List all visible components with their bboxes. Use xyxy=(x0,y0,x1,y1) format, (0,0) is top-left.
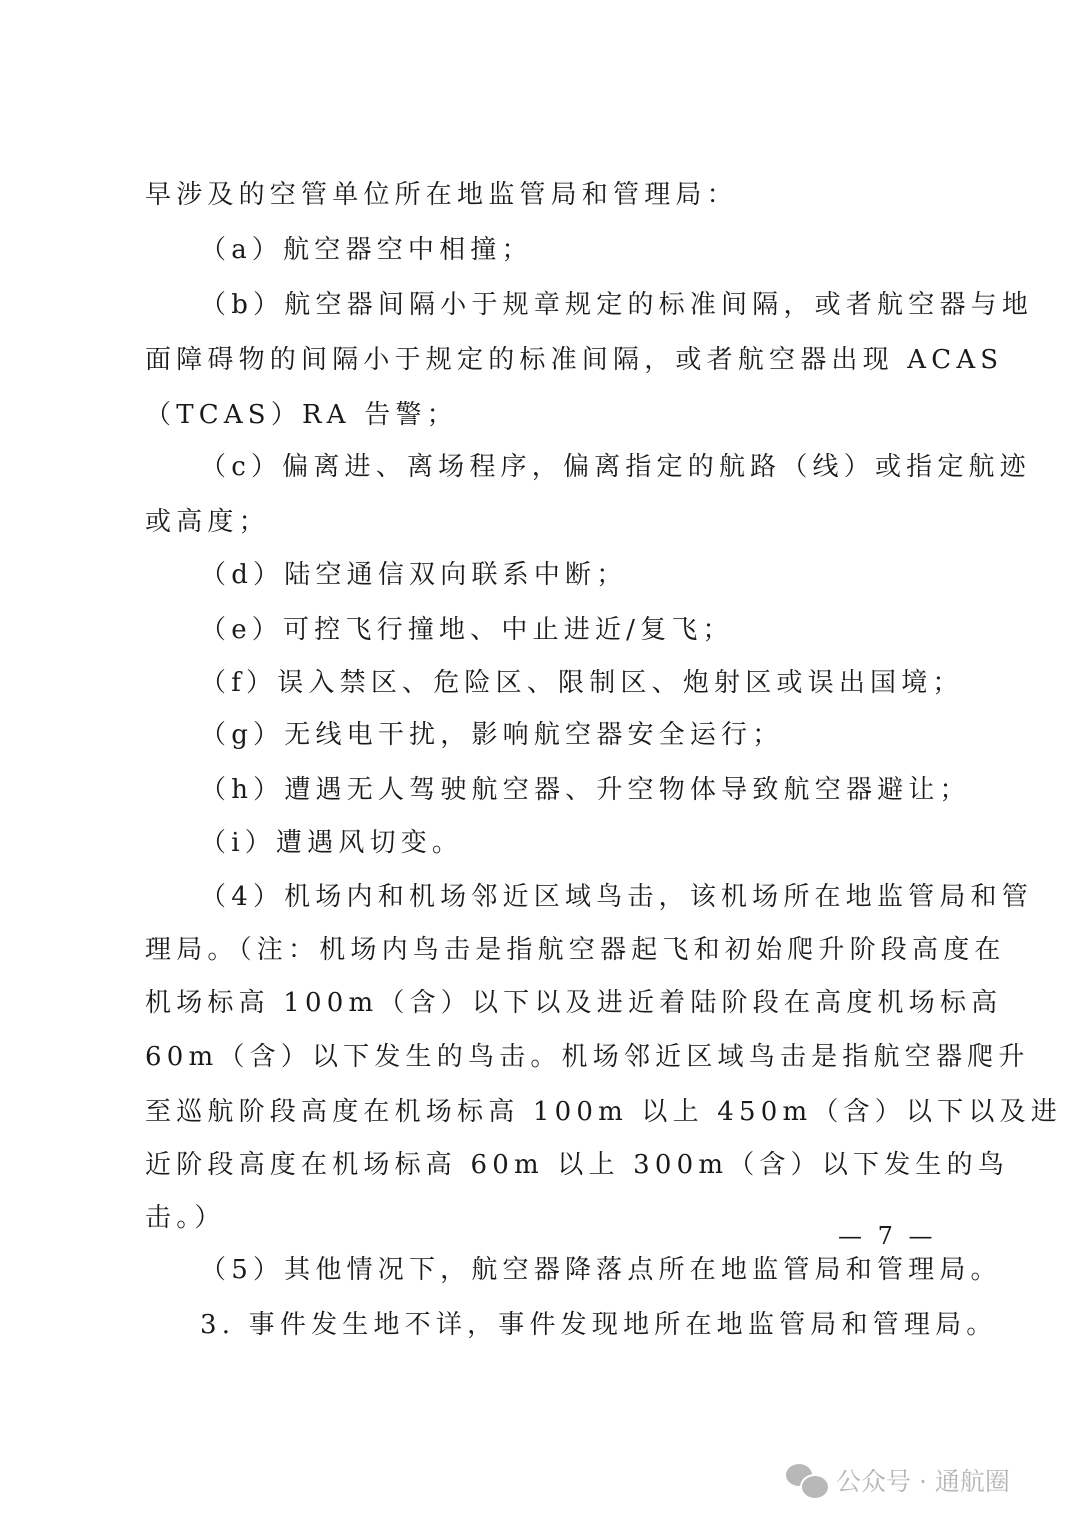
text-line-17: 至巡航阶段高度在机场标高 100m 以上 450m（含）以下以及进 xyxy=(145,1097,1062,1127)
text-line-15: 机场标高 100m（含）以下以及进近着陆阶段在高度机场标高 xyxy=(145,988,1003,1018)
text-line-2: （b）航空器间隔小于规章规定的标准间隔，或者航空器与地 xyxy=(200,290,1034,320)
text-line-11: （h）遭遇无人驾驶航空器、升空物体导致航空器避让； xyxy=(200,775,971,805)
text-line-4: （TCAS）RA 告警； xyxy=(145,400,458,430)
wechat-icon xyxy=(786,1464,828,1496)
text-line-14: 理局。（注：机场内鸟击是指航空器起飞和初始爬升阶段高度在 xyxy=(145,935,1006,965)
text-line-18: 近阶段高度在机场标高 60m 以上 300m（含）以下发生的鸟 xyxy=(145,1150,1010,1180)
text-line-19: 击。） xyxy=(145,1203,226,1233)
watermark xyxy=(786,1462,1010,1498)
text-line-8: （e）可控飞行撞地、中止进近/复飞； xyxy=(200,615,734,645)
text-line-21: 3. 事件发生地不详，事件发现地所在地监管局和管理局。 xyxy=(200,1310,998,1340)
text-line-6: 或高度； xyxy=(145,507,270,537)
text-line-0: 早涉及的空管单位所在地监管局和管理局： xyxy=(145,180,738,210)
text-line-20: （5）其他情况下，航空器降落点所在地监管局和管理局。 xyxy=(200,1255,1002,1285)
text-line-5: （c）偏离进、离场程序，偏离指定的航路（线）或指定航迹 xyxy=(200,452,1031,482)
watermark-text: 公众号 · 通航圈 xyxy=(836,1467,1010,1496)
text-line-9: （f）误入禁区、危险区、限制区、炮射区或误出国境； xyxy=(200,668,964,698)
text-line-16: 60m（含）以下发生的鸟击。机场邻近区域鸟击是指航空器爬升 xyxy=(145,1042,1030,1072)
text-line-7: （d）陆空通信双向联系中断； xyxy=(200,560,628,590)
text-line-3: 面障碍物的间隔小于规定的标准间隔，或者航空器出现 ACAS xyxy=(145,345,1004,375)
text-line-13: （4）机场内和机场邻近区域鸟击，该机场所在地监管局和管 xyxy=(200,882,1033,912)
text-line-10: （g）无线电干扰，影响航空器安全运行； xyxy=(200,720,784,750)
text-line-1: （a）航空器空中相撞； xyxy=(200,235,533,265)
text-line-12: （i）遭遇风切变。 xyxy=(200,828,464,858)
page-number: — 7 — xyxy=(838,1222,937,1250)
